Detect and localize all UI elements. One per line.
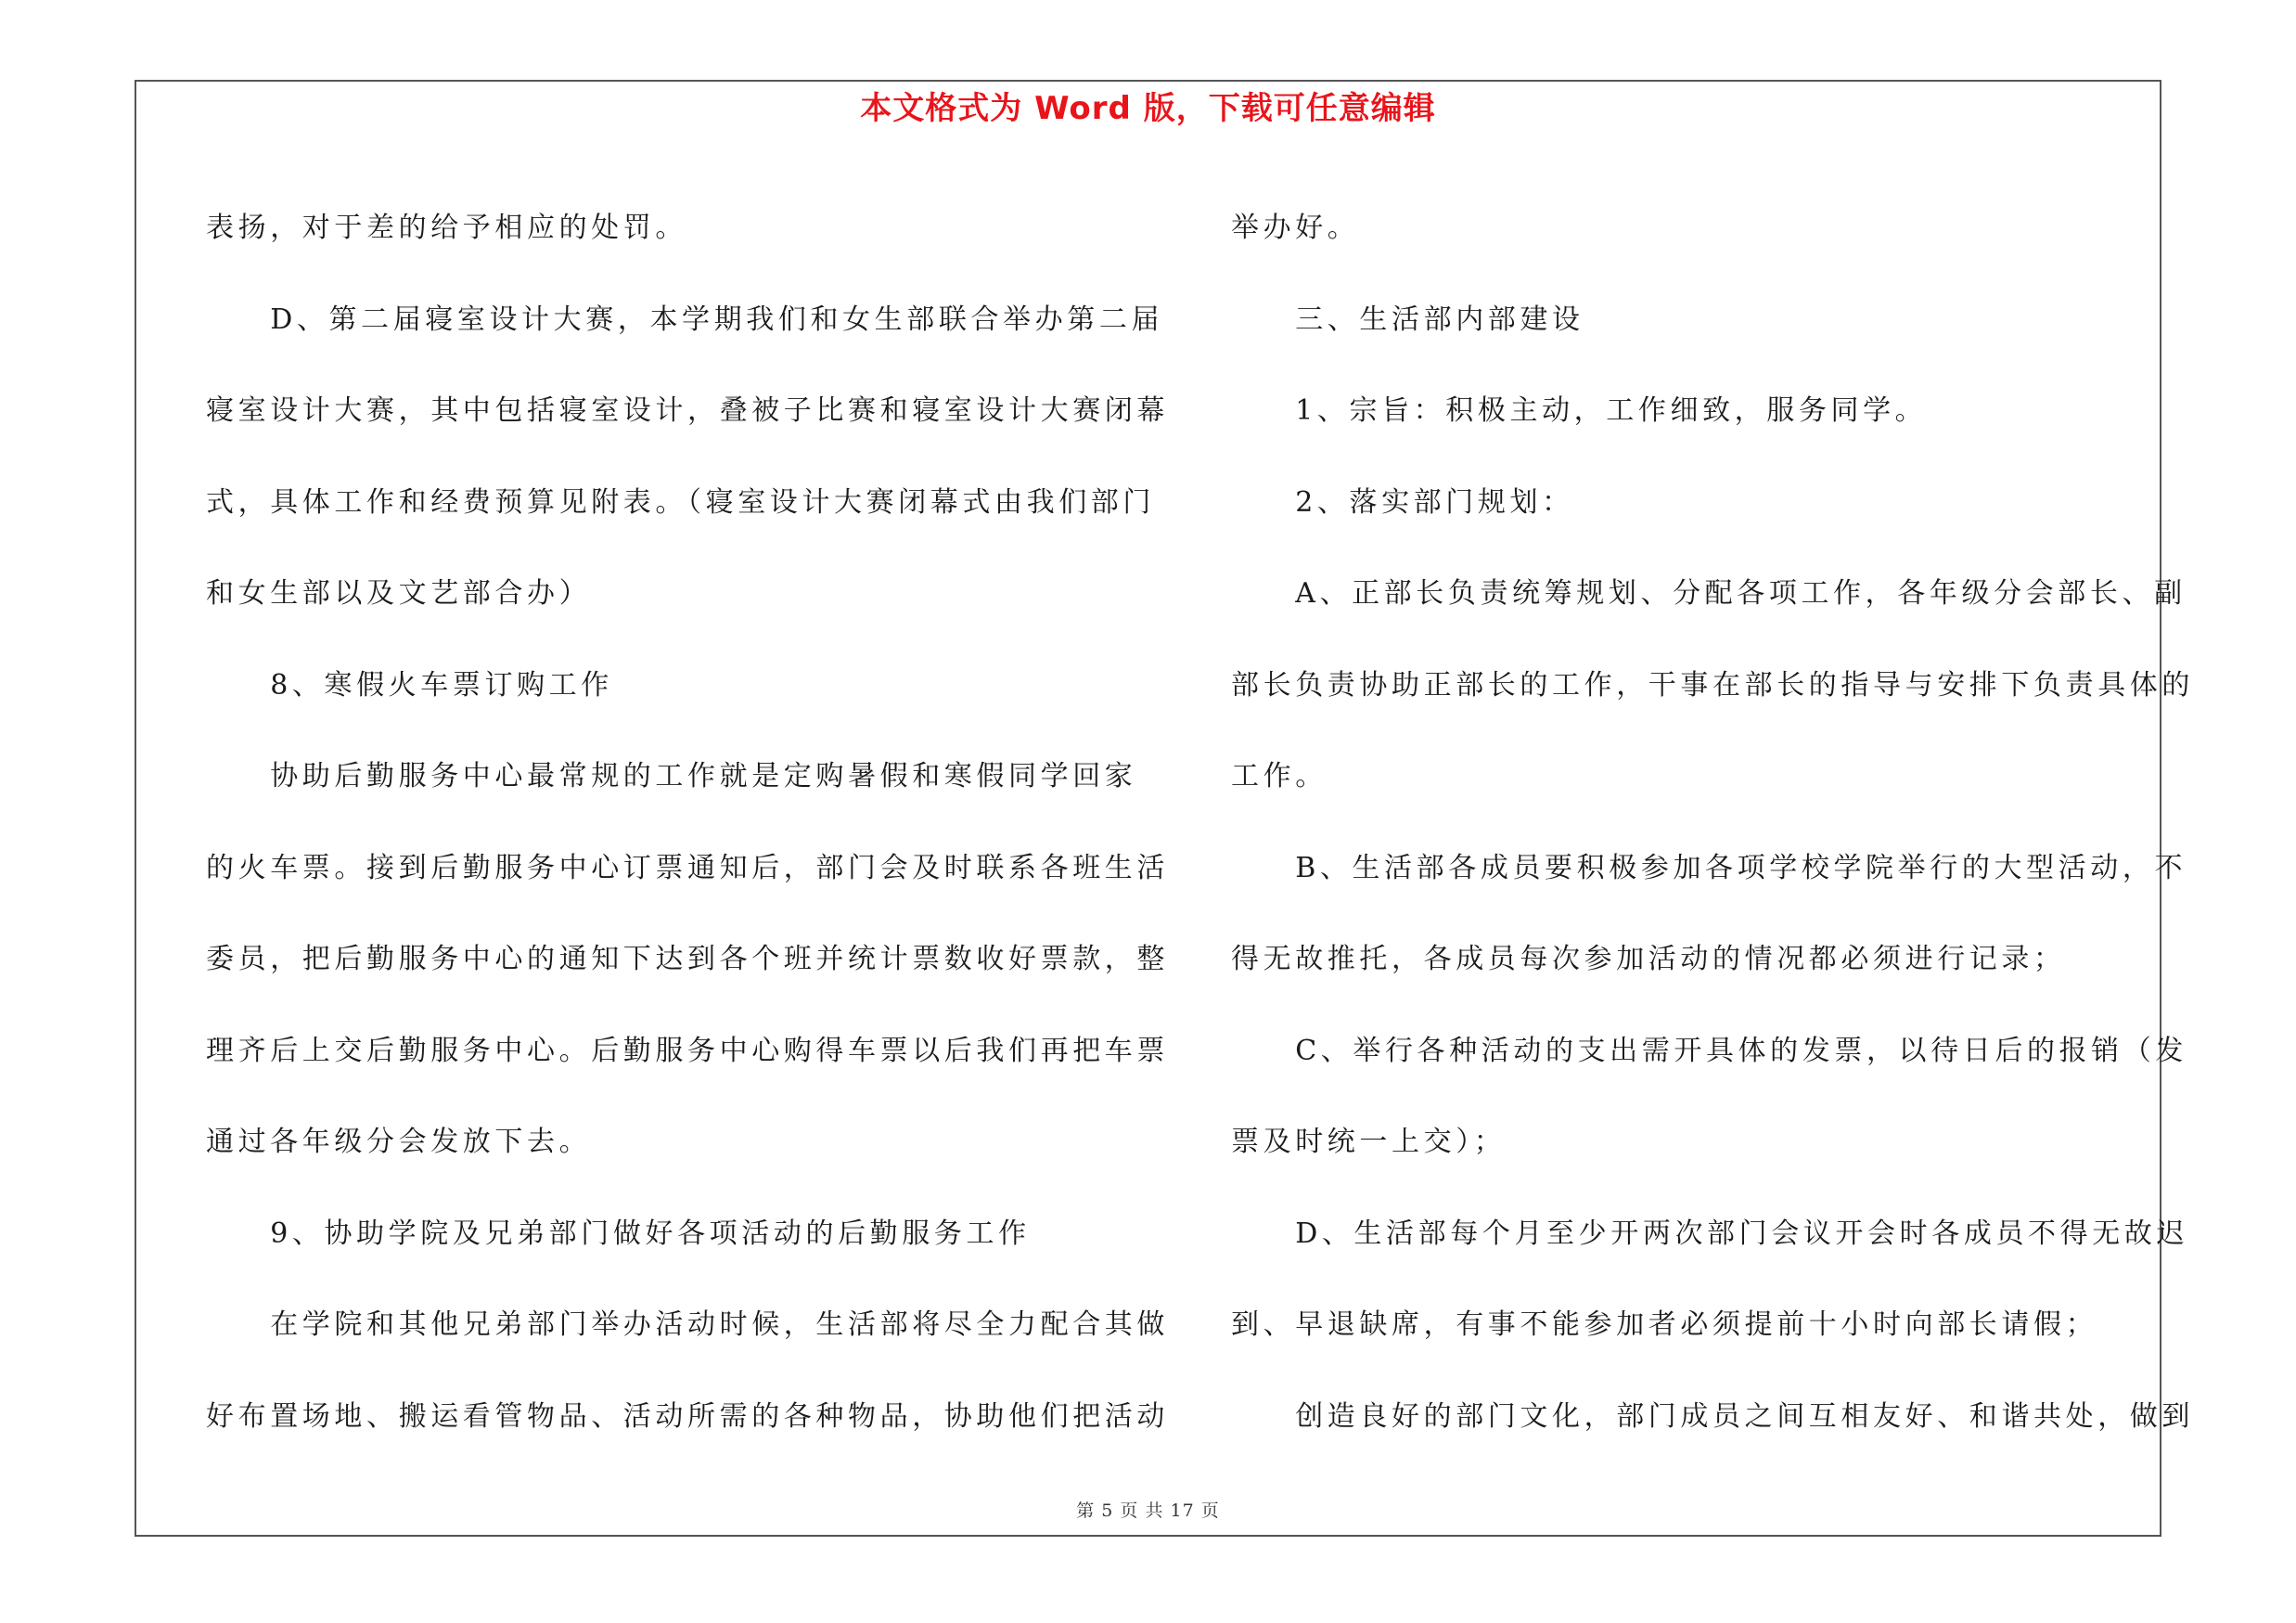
text-line: A、正部长负责统筹规划、分配各项工作，各年级分会部长、副 bbox=[1231, 577, 2187, 610]
text-line: 协助后勤服务中心最常规的工作就是定购暑假和寒假同学回家 bbox=[206, 760, 1137, 792]
text-line: 好布置场地、搬运看管物品、活动所需的各种物品，协助他们把活动 bbox=[206, 1399, 1169, 1433]
text-line: 委员，把后勤服务中心的通知下达到各个班并统计票数收好票款，整 bbox=[206, 943, 1169, 975]
text-line: 票及时统一上交）； bbox=[1231, 1126, 1507, 1158]
left-text-column bbox=[206, 183, 1169, 1462]
text-line: 1、宗旨：积极主动，工作细致，服务同学。 bbox=[1231, 394, 1928, 427]
text-line: 部长负责协助正部长的工作，干事在部长的指导与安排下负责具体的 bbox=[1231, 668, 2194, 702]
text-line: 创造良好的部门文化，部门成员之间互相友好、和谐共处，做到 bbox=[1231, 1399, 2194, 1433]
section-heading-8: 8、寒假火车票订购工作 bbox=[206, 668, 613, 702]
text-line: 2、落实部门规划： bbox=[1231, 485, 1574, 519]
text-line: 工作。 bbox=[1231, 760, 1328, 792]
text-line: 在学院和其他兄弟部门举办活动时候，生活部将尽全力配合其做 bbox=[206, 1308, 1169, 1341]
text-line: C、举行各种活动的支出需开具体的发票，以待日后的报销（发 bbox=[1231, 1034, 2187, 1067]
text-line: 举办好。 bbox=[1231, 212, 1360, 244]
text-line: 到、早退缺席，有事不能参加者必须提前十小时向部长请假； bbox=[1231, 1308, 2098, 1341]
text-line: 表扬，对于差的给予相应的处罚。 bbox=[206, 212, 687, 244]
text-line: D、第二届寝室设计大赛，本学期我们和女生部联合举办第二届 bbox=[206, 303, 1164, 336]
text-line: D、生活部每个月至少开两次部门会议开会时各成员不得无故迟 bbox=[1231, 1217, 2189, 1250]
text-line: 的火车票。接到后勤服务中心订票通知后，部门会及时联系各班生活 bbox=[206, 851, 1169, 884]
text-line: 通过各年级分会发放下去。 bbox=[206, 1126, 592, 1158]
text-line: B、生活部各成员要积极参加各项学校学院举行的大型活动，不 bbox=[1231, 851, 2187, 884]
text-line: 寝室设计大赛，其中包括寝室设计，叠被子比赛和寝室设计大赛闭幕 bbox=[206, 394, 1169, 427]
word-format-banner: 本文格式为 Word 版，下载可任意编辑 bbox=[860, 90, 1436, 127]
section-heading-3: 三、生活部内部建设 bbox=[1231, 303, 1584, 336]
text-line: 理齐后上交后勤服务中心。后勤服务中心购得车票以后我们再把车票 bbox=[206, 1034, 1169, 1067]
right-text-column bbox=[1231, 183, 2194, 1462]
page-number-footer: 第 5 页 共 17 页 bbox=[1076, 1501, 1220, 1521]
text-line: 得无故推托，各成员每次参加活动的情况都必须进行记录； bbox=[1231, 943, 2066, 975]
text-line: 式，具体工作和经费预算见附表。（寝室设计大赛闭幕式由我们部门 bbox=[206, 485, 1155, 519]
section-heading-9: 9、协助学院及兄弟部门做好各项活动的后勤服务工作 bbox=[206, 1217, 1031, 1250]
text-line: 和女生部以及文艺部合办） bbox=[206, 577, 592, 610]
